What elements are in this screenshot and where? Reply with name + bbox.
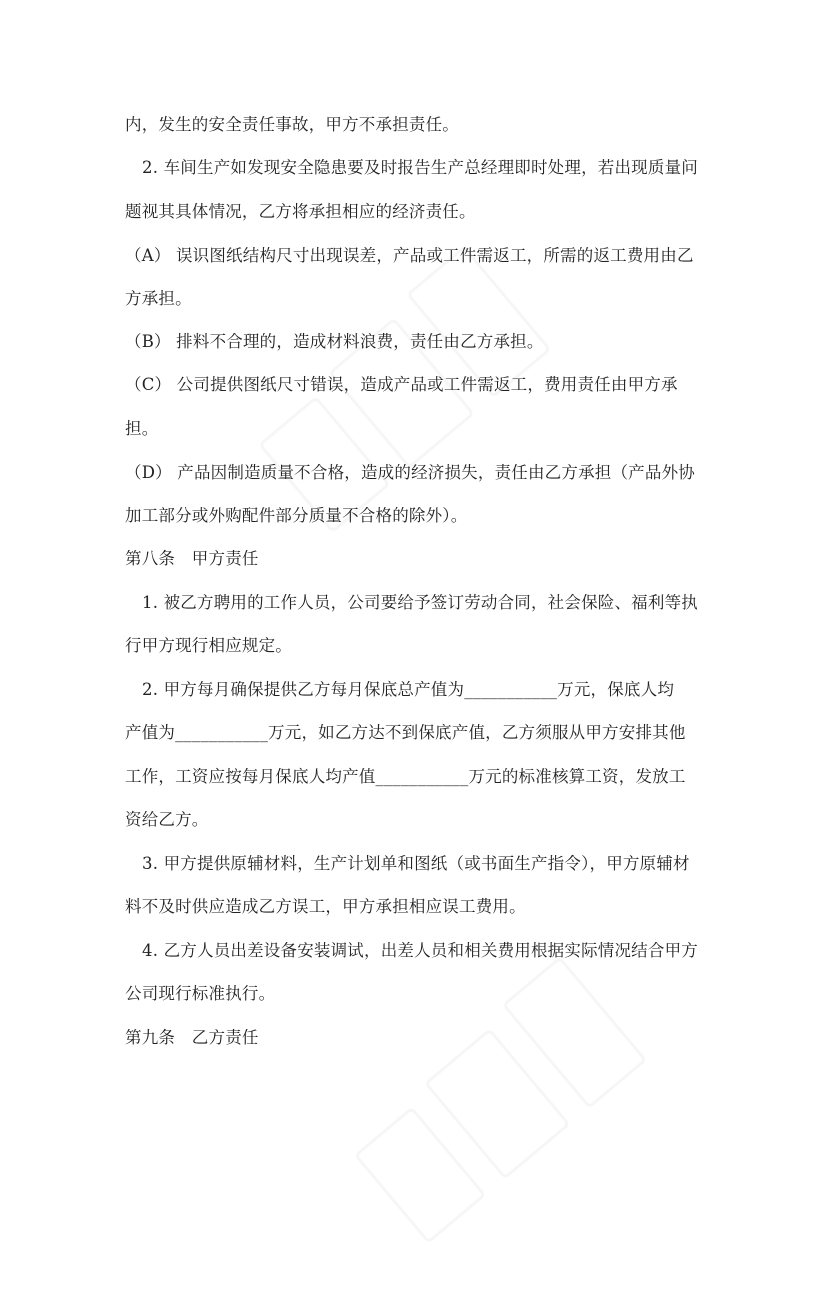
watermark-logo-bottom — [333, 941, 707, 1299]
paragraph-line: （D） 产品因制造质量不合格，造成的经济损失，责任由乙方承担（产品外协 — [125, 463, 695, 482]
paragraph-line: 内，发生的安全责任事故，甲方不承担责任。 — [125, 115, 459, 134]
paragraph-line: 公司现行标准执行。 — [125, 984, 276, 1003]
paragraph-line: （C） 公司提供图纸尺寸错误，造成产品或工件需返工，费用责任由甲方承 — [125, 375, 678, 394]
paragraph-line: 资给乙方。 — [125, 810, 209, 829]
paragraph-line: （B） 排料不合理的，造成材料浪费，责任由乙方承担。 — [125, 332, 544, 351]
paragraph-line: 1. 被乙方聘用的工作人员，公司要给予签订劳动合同，社会保险、福利等执 — [142, 593, 698, 612]
paragraph-line: 4. 乙方人员出差设备安装调试，出差人员和相关费用根据实际情况结合甲方 — [142, 941, 698, 960]
section-heading: 第九条 乙方责任 — [125, 1028, 259, 1047]
section-heading: 第八条 甲方责任 — [125, 549, 259, 568]
paragraph-line: 行甲方现行相应规定。 — [125, 636, 292, 655]
paragraph-line: （A） 误识图纸结构尺寸出现误差，产品或工件需返工，所需的返工费用由乙 — [125, 246, 694, 265]
paragraph-line: 2. 甲方每月确保提供乙方每月保底总产值为___________万元，保底人均 — [142, 680, 675, 699]
paragraph-line: 3. 甲方提供原辅材料，生产计划单和图纸（或书面生产指令），甲方原辅材 — [142, 854, 690, 873]
paragraph-line: 料不及时供应造成乙方误工，甲方承担相应误工费用。 — [125, 897, 526, 916]
paragraph-line: 方承担。 — [125, 289, 192, 308]
paragraph-line: 产值为___________万元，如乙方达不到保底产值，乙方须服从甲方安排其他 — [125, 723, 686, 742]
paragraph-line: 工作，工资应按每月保底人均产值___________万元的标准核算工资，发放工 — [125, 767, 686, 786]
paragraph-line: 担。 — [125, 419, 159, 438]
paragraph-line: 加工部分或外购配件部分质量不合格的除外）。 — [125, 506, 468, 525]
paragraph-line: 题视其具体情况，乙方将承担相应的经济责任。 — [125, 202, 476, 221]
paragraph-line: 2. 车间生产如发现安全隐患要及时报告生产总经理即时处理，若出现质量问 — [142, 158, 698, 177]
